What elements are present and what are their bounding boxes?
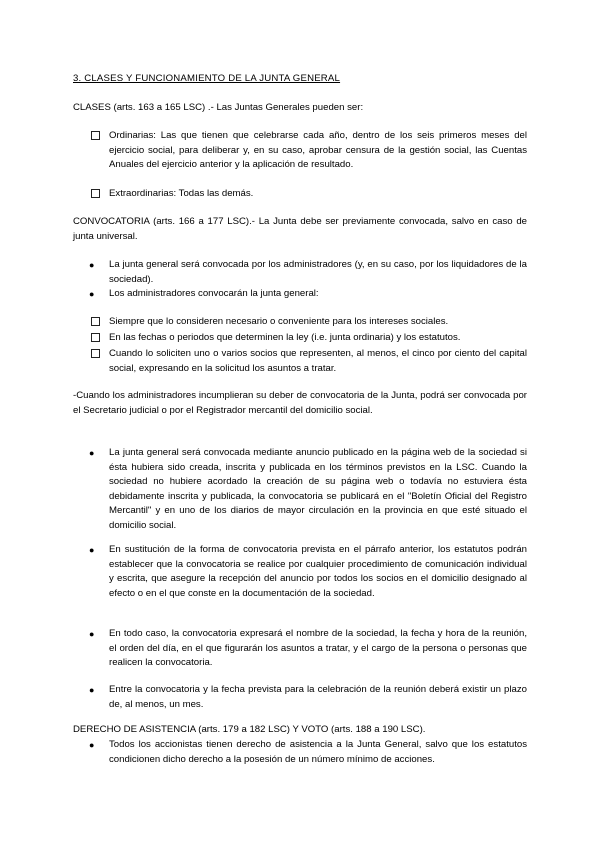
bullet-text: Todos los accionistas tienen derecho de asistencia a la Junta General, salvo que los estatutos condicionen dicho derecho a la posesión de un número mínimo de acciones. [109,739,527,765]
checkbox-text: Extraordinarias: Todas las demás. [109,188,254,199]
checkbox-text: Cuando lo soliciten uno o varios socios que representen, al menos, el cinco por ciento del capital social, expresando en la solicitud los asuntos a tratar. [109,348,527,374]
convocatoria-intro: CONVOCATORIA (arts. 166 a 177 LSC).- La Junta debe ser previamente convocada, salvo en caso de junta universal. [73,216,527,242]
checkbox-icon [91,349,100,358]
bullet-icon: ● [89,448,95,458]
bullet-text: Los administradores convocarán la junta general: [109,288,319,299]
bullet-icon: ● [89,740,95,750]
bullet-icon: ● [89,289,95,299]
checkbox-text: Siempre que lo consideren necesario o conveniente para los intereses sociales. [109,316,449,327]
clases-intro: CLASES (arts. 163 a 165 LSC) .- Las Juntas Generales pueden ser: [73,102,364,113]
bullet-icon: ● [89,685,95,695]
bullet-text: En todo caso, la convocatoria expresará el nombre de la sociedad, la fecha y hora de la reunión, el orden del día, en el que figurarán los asuntos a tratar, y el cargo de la persona o personas que realicen la convocatoria. [109,628,527,669]
bullet-text: En sustitución de la forma de convocatoria prevista en el párrafo anterior, los estatutos podrán establecer que la convocatoria se realice por cualquier procedimiento de comunicación individual y escrita, que asegure la recepción del anuncio por todos los socios en el domicilio designado al efecto o en el que conste en la documentación de la sociedad. [109,544,527,599]
checkbox-icon [91,333,100,342]
bullet-icon: ● [89,545,95,555]
checkbox-text: En las fechas o periodos que determinen la ley (i.e. junta ordinaria) y los estatutos. [109,332,461,343]
checkbox-text: Ordinarias: Las que tienen que celebrarse cada año, dentro de los seis primeros meses del ejercicio social, para deliberar y, en su caso, aprobar censura de la gestión social, las Cuentas Anuales del ejercicio anterior y la aplicación de resultado. [109,130,527,171]
bullet-text: La junta general será convocada mediante anuncio publicado en la página web de la sociedad si ésta hubiera sido creada, inscrita y publicada en los términos previstos en la LSC. Cuando la sociedad no hubiere acordado la creación de su página web o todavía no estuviera ésta debidamente inscrita y publicada, la convocatoria se publicará en el "Boletín Oficial del Registro Mercantil" y en uno de los diarios de mayor circulación en la provincia en que esté situado el domicilio social. [109,447,527,531]
bullet-icon: ● [89,260,95,270]
bullet-text: La junta general será convocada por los administradores (y, en su caso, por los liquidadores de la sociedad). [109,259,527,285]
incumplimiento-paragraph: -Cuando los administradores incumplieran su deber de convocatoria de la Junta, podrá ser convocada por el Secretario judicial o por el Registrador mercantil del domicilio social. [73,390,527,416]
section-title: 3. CLASES Y FUNCIONAMIENTO DE LA JUNTA GENERAL [73,73,341,84]
bullet-text: Entre la convocatoria y la fecha prevista para la celebración de la reunión deberá existir un plazo de, al menos, un mes. [109,684,527,710]
checkbox-icon [91,189,100,198]
checkbox-icon [91,317,100,326]
bullet-icon: ● [89,629,95,639]
checkbox-icon [91,131,100,140]
asistencia-intro: DERECHO DE ASISTENCIA (arts. 179 a 182 LSC) Y VOTO (arts. 188 a 190 LSC). [73,724,426,735]
